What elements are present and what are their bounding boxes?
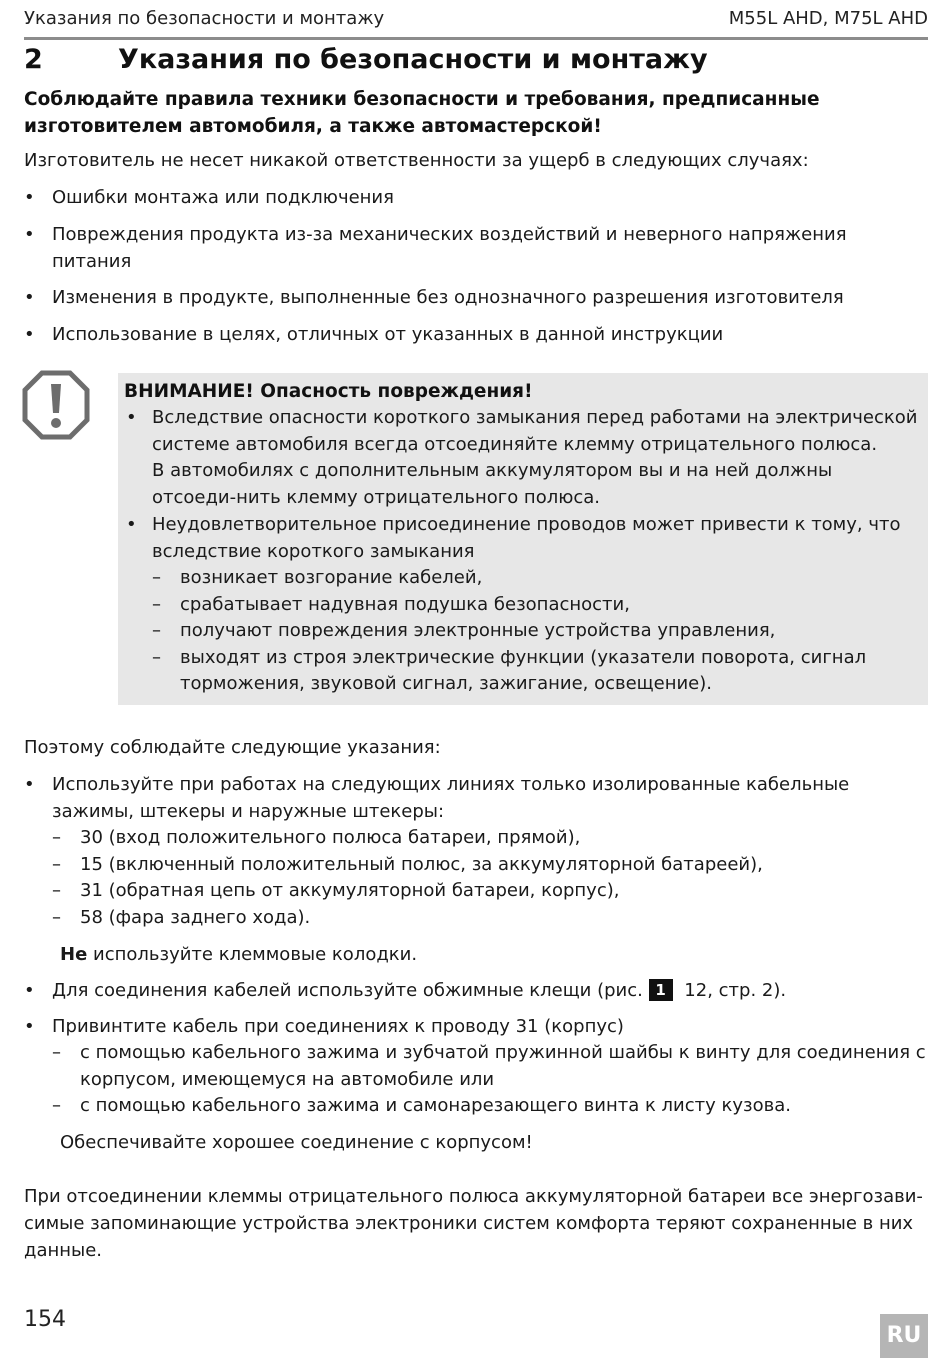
octagon-exclamation-icon (22, 370, 90, 440)
intro-bold-text: Соблюдайте правила техники безопасности и требования, предписанные изготовителем автомобиля, а также автомастерской! (24, 89, 820, 137)
liability-text: Изготовитель не несет никакой ответственности за ущерб в следующих случаях: (24, 150, 809, 171)
instruction-note: Обеспечивайте хорошее соединение с корпусом! (60, 1131, 533, 1153)
warning-list (124, 405, 920, 698)
header-models: M55L AHD, M75L AHD (728, 8, 928, 29)
list-item: – получают повреждения электронные устройства управления, (152, 620, 776, 642)
list-item: – срабатывает надувная подушка безопасности, (152, 593, 630, 615)
warning-item-text: Вследствие опасности короткого замыкания перед работами на электрической системе автомобиля всегда отсоединяйте клемму отрицательного полюса. (152, 407, 918, 455)
section-heading (24, 44, 708, 75)
list-item: – выходят из строя электрические функции (указатели поворота, сигнал торможения, звуковой сигнал, зажигание, освещение). (152, 646, 867, 695)
list-item: • Используйте при работах на следующих линиях только изолированные кабельные зажимы, штекеры и наружные штекеры: – 30 (вход положительного полюса батареи, прямой), – 15 (включенный положительный полюс, за аккумуляторной батареей), – 31 (обратная цепь от аккумуляторной батареи, корпус), – 58 (фара заднего хода). Не используйте клеммовые колодки. (24, 771, 929, 968)
warning-sublist (152, 565, 920, 698)
instruction-text: Используйте при работах на следующих линиях только изолированные кабельные зажимы, штекеры и наружные штекеры: (52, 774, 850, 822)
instructions-list (24, 771, 929, 1156)
section-title: Указания по безопасности и монтажу (118, 44, 708, 75)
list-item: – 31 (обратная цепь от аккумуляторной батареи, корпус), (52, 880, 620, 901)
list-item: – 30 (вход положительного полюса батареи, прямой), (52, 827, 581, 848)
closing-text: При отсоединении клеммы отрицательного полюса аккумуляторной батареи все энергозави-симые запоминающие устройства электроники систем комфорта теряют сохраненные в них данные. (24, 1186, 923, 1261)
list-item: • Повреждения продукта из-за механических воздействий и неверного напряжения питания (24, 223, 847, 272)
figure-reference-badge: 1 (649, 979, 673, 1001)
instruction-text: Привинтите кабель при соединениях к проводу 31 (корпус) (52, 1016, 624, 1037)
follow-text: Поэтому соблюдайте следующие указания: (24, 737, 441, 758)
list-item: • Изменения в продукте, выполненные без однозначного разрешения изготовителя (24, 287, 844, 308)
list-item: • Использование в целях, отличных от указанных в данной инструкции (24, 323, 724, 345)
warning-title: ВНИМАНИЕ! Опасность повреждения! (124, 381, 533, 402)
list-item: • Для соединения кабелей используйте обжимные клещи (рис. 1 12, стр. 2). (24, 980, 787, 1001)
page-header (24, 6, 928, 40)
warning-box (118, 373, 928, 705)
list-item: • Вследствие опасности короткого замыкания перед работами на электрической системе автомобиля всегда отсоединяйте клемму отрицательного полюса. В автомобилях с дополнительным аккумулятором вы и на ней должны отсоеди-нить клемму отрицательного полюса. (124, 405, 920, 512)
language-badge: RU (880, 1314, 928, 1358)
instruction-sublist (52, 1040, 929, 1120)
section-number: 2 (24, 44, 43, 75)
list-item: • Неудовлетворительное присоединение проводов может привести к тому, что вследствие короткого замыкания – возникает возгорание кабелей, – срабатывает надувная подушка безопасности, – получают повреждения электронные устройства управления, – выходят из строя электрические функции (указатели поворота, сигнал торможения, звуковой сигнал, зажигание, освещение). (124, 512, 920, 698)
list-item: – с помощью кабельного зажима и зубчатой пружинной шайбы к винту для соединения с корпусом, имеющемуся на автомобиле или (52, 1042, 926, 1090)
list-item: – 58 (фара заднего хода). (52, 906, 311, 928)
header-section-title: Указания по безопасности и монтажу (24, 8, 385, 29)
note-bold: Не (60, 944, 88, 965)
list-item: – 15 (включенный положительный полюс, за аккумуляторной батареей), (52, 853, 763, 875)
list-item: • Привинтите кабель при соединениях к проводу 31 (корпус) – с помощью кабельного зажима и зубчатой пружинной шайбы к винту для соединения с корпусом, имеющемуся на автомобиле или – с помощью кабельного зажима и самонарезающего винта к листу кузова. Обеспечивайте хорошее соединение с корпусом! (24, 1013, 929, 1156)
list-item: – возникает возгорание кабелей, (152, 567, 483, 589)
instruction-note: Не используйте клеммовые колодки. (60, 944, 418, 965)
instruction-sublist (52, 825, 929, 931)
page-number: 154 (24, 1307, 66, 1332)
warning-item-text: Неудовлетворительное присоединение проводов может привести к тому, что вследствие короткого замыкания (152, 513, 901, 562)
warning-item-text: В автомобилях с дополнительным аккумулятором вы и на ней должны отсоеди-нить клемму отрицательного полюса. (152, 460, 833, 509)
liability-list (24, 184, 929, 357)
list-item: • Ошибки монтажа или подключения (24, 187, 394, 208)
list-item: – с помощью кабельного зажима и самонарезающего винта к листу кузова. (52, 1095, 791, 1116)
